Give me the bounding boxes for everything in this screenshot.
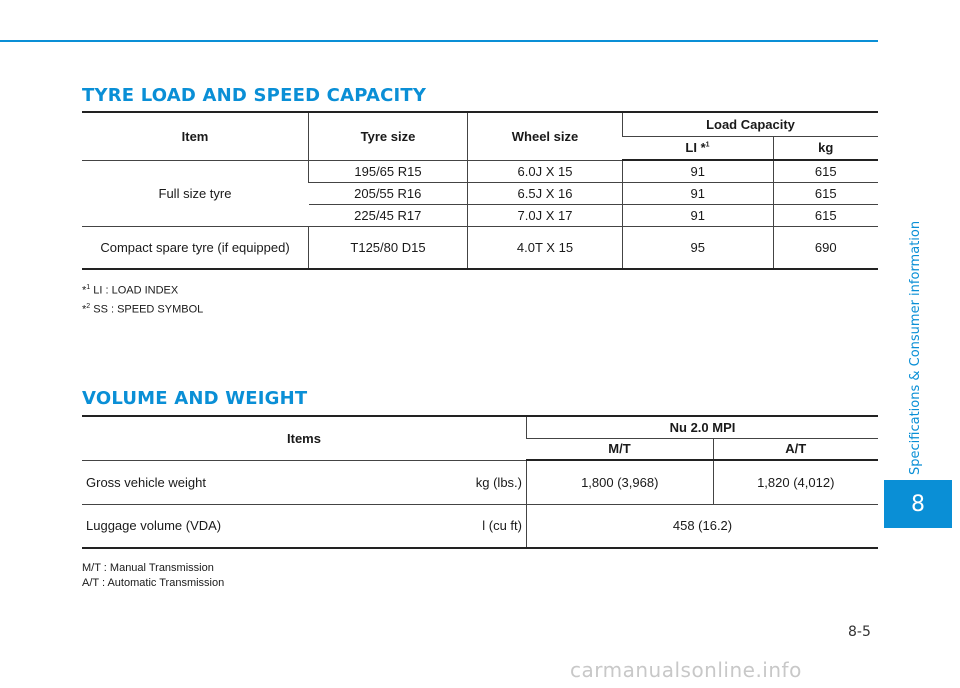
tyre-size-cell: 205/55 R16: [309, 182, 468, 204]
luggage-volume-value: 458 (16.2): [527, 504, 879, 548]
luggage-volume-item: [82, 504, 527, 548]
chapter-side-label: Specifications & Consumer information: [908, 220, 923, 475]
wheel-size-cell: 6.5J X 16: [468, 182, 623, 204]
volume-section-title: VOLUME AND WEIGHT: [82, 388, 308, 409]
header-items: Items: [82, 416, 527, 460]
kg-cell: 615: [773, 182, 878, 204]
li-cell: 95: [623, 226, 774, 269]
wheel-size-cell: 6.0J X 15: [468, 160, 623, 182]
table-row: [82, 504, 878, 548]
luggage-volume-unit: l (cu ft): [482, 518, 522, 534]
note-speed-symbol: *$^2$ SS : SPEED SYMBOL: [82, 302, 204, 316]
gross-weight-item: [82, 460, 527, 504]
top-rule: [0, 40, 878, 42]
table-row: [82, 460, 878, 504]
tyre-load-table: [82, 111, 878, 270]
header-item: Item: [82, 112, 309, 160]
header-mt: M/T: [527, 438, 714, 460]
watermark: carmanualsonline.info: [570, 658, 802, 682]
header-engine: Nu 2.0 MPI: [527, 416, 879, 438]
tyre-size-cell: 195/65 R15: [309, 160, 468, 182]
tyre-size-cell: 225/45 R17: [309, 204, 468, 226]
full-size-tyre-label: Full size tyre: [82, 160, 309, 226]
li-cell: 91: [623, 182, 774, 204]
gross-weight-at: 1,820 (4,012): [713, 460, 878, 504]
wheel-size-cell: 4.0T X 15: [468, 226, 623, 269]
header-at: A/T: [713, 438, 878, 460]
page-number: 8-5: [848, 624, 871, 640]
table-row: [82, 160, 878, 182]
table-row: [82, 226, 878, 269]
compact-spare-label: Compact spare tyre (if equipped): [82, 226, 309, 269]
tyre-notes: [82, 280, 203, 317]
header-load-capacity: Load Capacity: [623, 112, 879, 136]
kg-cell: 690: [773, 226, 878, 269]
note-load-index: *$^1$ LI : LOAD INDEX: [82, 284, 179, 297]
li-cell: 91: [623, 160, 774, 182]
li-cell: 91: [623, 204, 774, 226]
gross-weight-mt: 1,800 (3,968): [527, 460, 714, 504]
note-manual-transmission: M/T : Manual Transmission: [82, 562, 214, 574]
luggage-volume-label: Luggage volume (VDA): [86, 518, 222, 534]
note-automatic-transmission: A/T : Automatic Transmission: [82, 577, 225, 589]
gross-weight-unit: kg (lbs.): [475, 474, 522, 490]
kg-cell: 615: [773, 204, 878, 226]
tyre-size-cell: T125/80 D15: [309, 226, 468, 269]
wheel-size-cell: 7.0J X 17: [468, 204, 623, 226]
header-tyre-size: Tyre size: [309, 112, 468, 160]
header-li: LI *$^1$: [623, 136, 774, 160]
header-wheel-size: Wheel size: [468, 112, 623, 160]
gross-weight-label: Gross vehicle weight: [86, 474, 206, 490]
chapter-tab: 8: [884, 480, 952, 528]
header-kg: kg: [773, 136, 878, 160]
volume-notes: [82, 561, 224, 591]
kg-cell: 615: [773, 160, 878, 182]
tyre-section-title: TYRE LOAD AND SPEED CAPACITY: [82, 85, 427, 106]
volume-weight-table: [82, 415, 878, 549]
